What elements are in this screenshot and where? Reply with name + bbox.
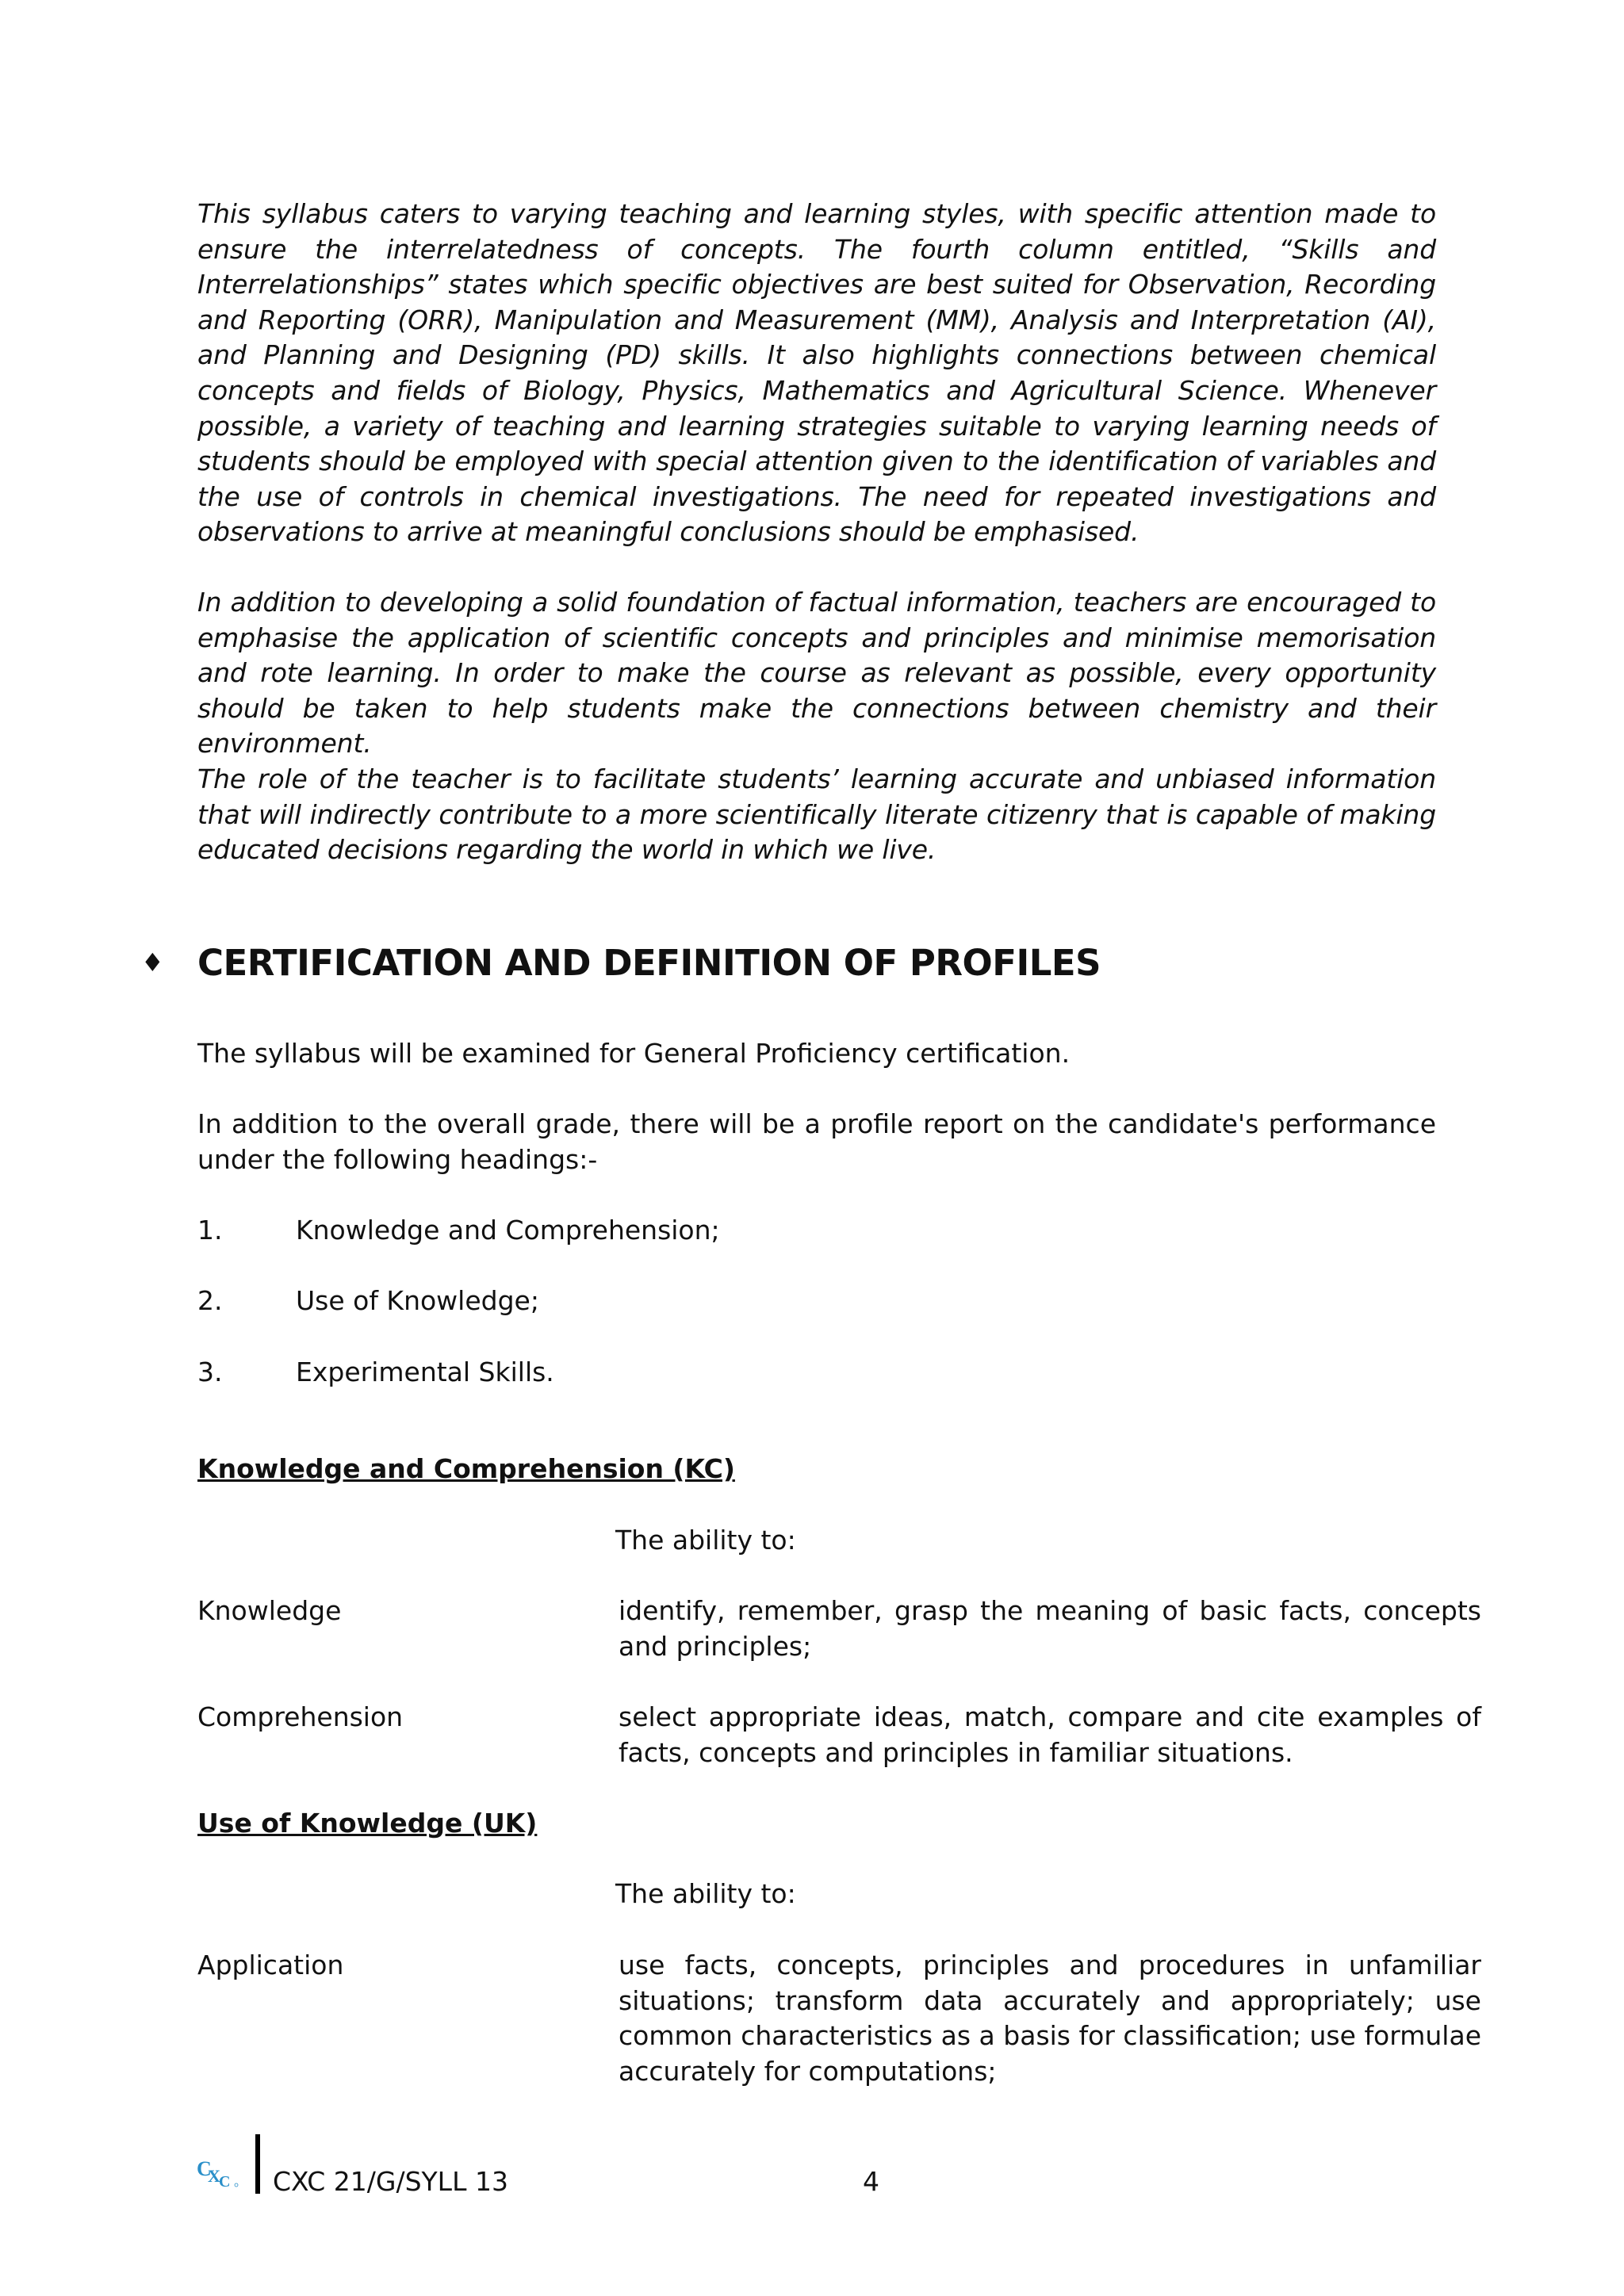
profile-intro-text: In addition to the overall grade, there will be a profile report on the candidate's performance under the following headings:- [197,1108,1436,1175]
diamond-bullet-icon: ♦ [141,947,164,978]
profile-label-1: Knowledge and Comprehension; [296,1215,720,1246]
certification-text: The syllabus will be examined for General Proficiency certification. [197,1038,1071,1069]
profile-label-2: Use of Knowledge; [296,1285,539,1316]
cxc-logo-letter-c: C [197,2157,212,2180]
footer-divider [255,2134,260,2194]
kc-term-comprehension: Comprehension [197,1701,404,1732]
intro-paragraph-3: The role of the teacher is to facilitate students’ learning accurate and unbiased information that will indirectly contribute to a more scientifically literate citizenry that is capable of making educated decisions regarding the world in which we live. [197,763,1436,866]
kc-desc-comprehension: select appropriate ideas, match, compare and cite examples of facts, concepts and principles in familiar situations. [619,1701,1481,1768]
section-title: CERTIFICATION AND DEFINITION OF PROFILES [197,942,1101,984]
cxc-logo-letter-x: X [208,2166,220,2186]
intro-paragraph-2: In addition to developing a solid foundation of factual information, teachers are encouraged to emphasise the application of scientific concepts and principles and minimise memorisation and rote learning. In order to make the course as relevant as possible, every opportunity should be taken to help students make the connections between chemistry and their environment. [197,587,1436,760]
kc-ability-label: The ability to: [615,1525,796,1556]
cxc-logo-icon [195,2150,243,2190]
uk-ability-label: The ability to: [615,1878,796,1909]
profile-label-3: Experimental Skills. [296,1357,554,1387]
syllabus-code: CXC 21/G/SYLL 13 [273,2166,508,2197]
profile-number-2: 2. [197,1285,223,1316]
profile-number-3: 3. [197,1357,223,1387]
profile-number-1: 1. [197,1215,223,1246]
uk-desc-application: use facts, concepts, principles and procedures in unfamiliar situations; transform data accurately and appropriately; use common characteristics as a basis for classification; use formulae accurately for computations; [619,1950,1481,2087]
cxc-logo-letter-c2: C [219,2173,231,2190]
intro-paragraph-1: This syllabus caters to varying teaching and learning styles, with specific attention made to ensure the interrelatedness of concepts. The fourth column entitled, “Skills and Interrelationships” states which specific objectives are best suited for Observation, Recording and Reporting (ORR), Manipulation and Measurement (MM), Analysis and Interpretation (AI), and Planning and Designing (PD) skills. It also highlights connections between chemical concepts and fields of Biology, Physics, Mathematics and Agricultural Science. Whenever possible, a variety of teaching and learning strategies suitable to varying learning needs of students should be employed with special attention given to the identification of variables and the use of controls in chemical investigations. The need for repeated investigations and observations to arrive at meaningful conclusions should be emphasised. [197,198,1436,548]
kc-desc-knowledge: identify, remember, grasp the meaning of basic facts, concepts and principles; [619,1595,1481,1662]
page-number: 4 [863,2166,879,2197]
section-heading [141,942,1101,984]
kc-term-knowledge: Knowledge [197,1595,342,1626]
kc-heading: Knowledge and Comprehension (KC) [197,1453,735,1484]
uk-heading: Use of Knowledge (UK) [197,1808,538,1839]
uk-term-application: Application [197,1950,344,1980]
